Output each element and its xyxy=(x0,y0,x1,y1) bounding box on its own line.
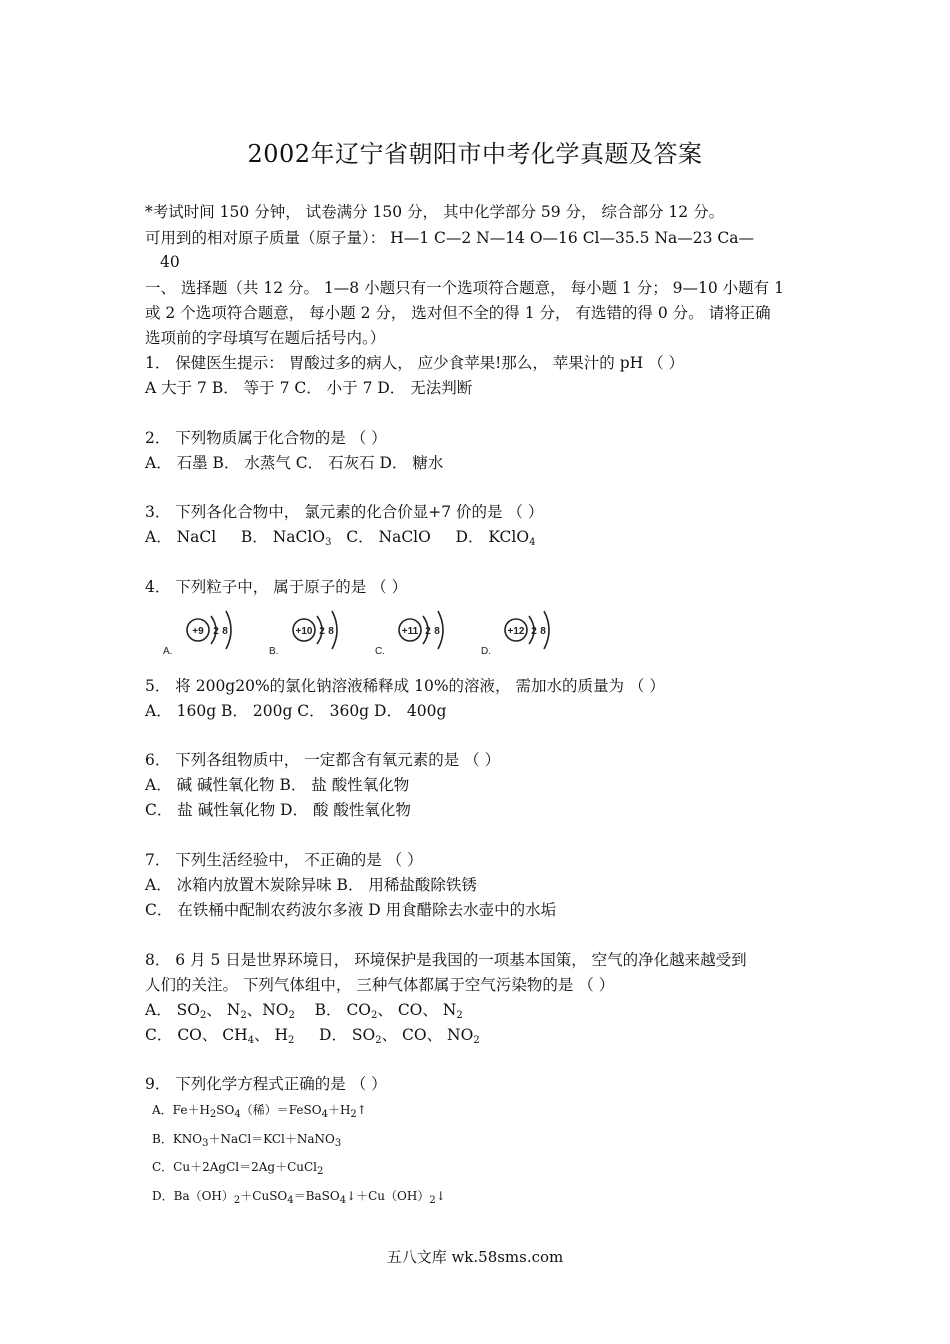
subscript: 2 xyxy=(371,1010,378,1021)
option-d-label: D． xyxy=(319,1026,347,1044)
subscript: 4 xyxy=(247,1035,255,1046)
formula-part: B．KNO xyxy=(152,1132,203,1146)
formula-part: D．Ba（OH） xyxy=(152,1189,234,1203)
question-6-stem: 6． 下列各组物质中， 一定都含有氧元素的是 （ ） xyxy=(145,751,501,769)
nuclear-charge: +10 xyxy=(295,626,313,637)
electron-count: 8 xyxy=(328,626,334,637)
subscript: 2 xyxy=(288,1010,295,1021)
question-5-stem: 5． 将 200g20%的氯化钠溶液稀释成 10%的溶液， 需加水的质量为 （ ） xyxy=(145,677,665,695)
formula-part: SO xyxy=(216,1103,235,1117)
question-1-options: A 大于 7 B． 等于 7 C． 小于 7 D． 无法判断 xyxy=(145,379,473,397)
question-8-stem-1: 8． 6 月 5 日是世界环境日， 环境保护是我国的一项基本国策， 空气的净化越来越受到 xyxy=(145,951,747,969)
question-2-stem: 2． 下列物质属于化合物的是 （ ） xyxy=(145,429,387,447)
subscript: 2 xyxy=(317,1166,324,1177)
subscript: 4 xyxy=(321,1109,328,1120)
exam-info: *考试时间 150 分钟， 试卷满分 150 分， 其中化学部分 59 分， 综合部分 12 分。 xyxy=(145,203,725,221)
section-instructions-2: 或 2 个选项符合题意， 每小题 2 分， 选对但不全的得 1 分， 有选错的得 0 分。 请将正确 xyxy=(145,304,771,322)
option-a-label: A． xyxy=(145,1001,172,1019)
subscript: 2 xyxy=(473,1035,480,1046)
atom-structure-diagrams xyxy=(158,606,578,660)
electron-count: 2 xyxy=(425,626,431,637)
nuclear-charge: +9 xyxy=(192,626,204,637)
formula-part: ↓＋Cu（OH） xyxy=(346,1189,430,1203)
electron-count: 2 xyxy=(531,626,537,637)
option-b-label: B． xyxy=(314,1001,342,1019)
question-3-options xyxy=(145,527,815,553)
subscript: 3 xyxy=(334,1138,342,1149)
atom-option-label: D. xyxy=(481,646,491,657)
electron-count: 8 xyxy=(434,626,440,637)
question-3-stem: 3． 下列各化合物中， 氯元素的化合价显+7 价的是 （ ） xyxy=(145,503,544,521)
formula-part: CO、 CH xyxy=(177,1026,248,1044)
formula-part: ＝BaSO xyxy=(293,1189,340,1203)
formula-part: （稀）＝FeSO xyxy=(240,1103,322,1117)
question-9-option-d xyxy=(152,1186,822,1211)
subscript: 2 xyxy=(288,1035,295,1046)
formula-part: 、 CO、 N xyxy=(377,1001,457,1019)
nuclear-charge: +11 xyxy=(401,626,419,637)
formula-part: ＋NaCl＝KCl＋NaNO xyxy=(208,1132,335,1146)
question-2-options: A． 石墨 B． 水蒸气 C． 石灰石 D． 糖水 xyxy=(145,454,444,472)
question-1-stem: 1． 保健医生提示： 胃酸过多的病人， 应少食苹果!那么， 苹果汁的 pH （ ） xyxy=(145,354,685,372)
electron-count: 8 xyxy=(222,626,228,637)
section-instructions-1: 一、 选择题（共 12 分。 1—8 小题只有一个选项符合题意， 每小题 1 分； 9—10 小题有 1 xyxy=(145,279,784,297)
atomic-mass-info: 可用到的相对原子质量（原子量）： H—1 C—2 N—14 O—16 Cl—35.5 Na—23 Ca— xyxy=(145,229,755,247)
option-a: A． NaCl xyxy=(145,528,217,546)
formula-part: SO xyxy=(351,1026,376,1044)
option-d: D． KClO xyxy=(455,528,530,546)
atom-diagram xyxy=(375,611,443,657)
subscript: 3 xyxy=(325,537,332,548)
question-9-option-a xyxy=(152,1100,822,1125)
option-c: C． NaClO xyxy=(346,528,431,546)
electron-count: 2 xyxy=(213,626,219,637)
footer-watermark: 五八文库 wk.58sms.com xyxy=(386,1248,564,1266)
question-8-options-row2 xyxy=(145,1025,815,1051)
subscript: 2 xyxy=(240,1010,247,1021)
question-7-options-row1: A． 冰箱内放置木炭除异味 B． 用稀盐酸除铁锈 xyxy=(145,876,477,894)
subscript: 2 xyxy=(429,1195,436,1206)
formula-part: 、 N xyxy=(206,1001,241,1019)
subscript: 3 xyxy=(202,1138,209,1149)
subscript: 2 xyxy=(456,1010,463,1021)
formula-part: SO xyxy=(176,1001,200,1019)
atom-diagram xyxy=(481,611,549,657)
section-instructions-3: 选项前的字母填写在题后括号内。） xyxy=(145,329,386,347)
formula-part: ＋H xyxy=(327,1103,351,1117)
question-6-options-row1: A． 碱 碱性氧化物 B． 盐 酸性氧化物 xyxy=(145,776,410,794)
electron-count: 8 xyxy=(540,626,546,637)
subscript: 2 xyxy=(350,1109,357,1120)
subscript: 4 xyxy=(339,1195,347,1206)
option-b: B． NaClO xyxy=(240,528,326,546)
formula-part: 、 H xyxy=(254,1026,289,1044)
question-9-stem: 9． 下列化学方程式正确的是 （ ） xyxy=(145,1075,387,1093)
atom-option-label: A. xyxy=(163,646,173,657)
formula-part: ↑ xyxy=(356,1103,367,1117)
subscript: 2 xyxy=(233,1195,241,1206)
atom-diagram xyxy=(269,611,337,657)
question-8-stem-2: 人们的关注。 下列气体组中， 三种气体都属于空气污染物的是 （ ） xyxy=(145,976,615,994)
formula-part: C．Cu＋2AgCl＝2Ag＋CuCl xyxy=(152,1160,318,1174)
question-5-options: A． 160g B． 200g C． 360g D． 400g xyxy=(145,702,447,720)
question-4-stem: 4． 下列粒子中， 属于原子的是 （ ） xyxy=(145,578,408,596)
atom-option-label: C. xyxy=(375,646,385,657)
option-c-label: C． xyxy=(145,1026,173,1044)
atom-option-label: B. xyxy=(269,646,279,657)
subscript: 4 xyxy=(234,1109,241,1120)
page-title: 2002年辽宁省朝阳市中考化学真题及答案 xyxy=(247,140,703,168)
atom-diagram xyxy=(163,611,231,657)
formula-part: 、NO xyxy=(246,1001,289,1019)
question-7-options-row2: C． 在铁桶中配制农药波尔多液 D 用食醋除去水壶中的水垢 xyxy=(145,901,557,919)
formula-part: CO xyxy=(346,1001,372,1019)
question-9-option-b xyxy=(152,1129,822,1154)
subscript: 2 xyxy=(199,1010,207,1021)
subscript: 2 xyxy=(209,1109,217,1120)
formula-part: 、 CO、 NO xyxy=(381,1026,474,1044)
subscript: 4 xyxy=(287,1195,294,1206)
formula-part: A．Fe＋H xyxy=(152,1103,210,1117)
atomic-mass-info-cont: 40 xyxy=(160,253,180,271)
formula-part: ＋CuSO xyxy=(240,1189,288,1203)
formula-part: ↓ xyxy=(435,1189,446,1203)
question-6-options-row2: C． 盐 碱性氧化物 D． 酸 酸性氧化物 xyxy=(145,801,411,819)
question-7-stem: 7． 下列生活经验中， 不正确的是 （ ） xyxy=(145,851,423,869)
question-8-options-row1 xyxy=(145,1000,815,1026)
subscript: 4 xyxy=(529,537,536,548)
electron-count: 2 xyxy=(319,626,325,637)
nuclear-charge: +12 xyxy=(507,626,525,637)
subscript: 2 xyxy=(375,1035,382,1046)
question-9-option-c xyxy=(152,1157,822,1182)
